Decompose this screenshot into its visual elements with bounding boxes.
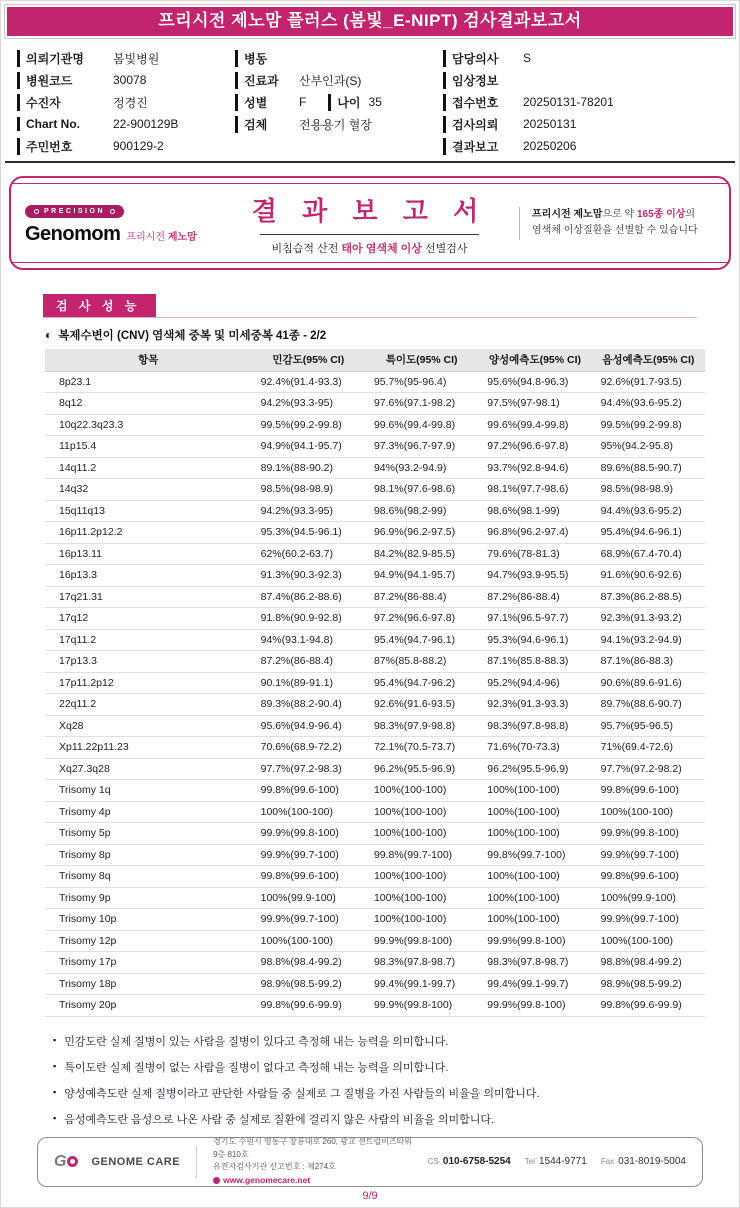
cell-value: 98.6%(98.1-99) (478, 500, 591, 522)
cell-value: 97.6%(97.1-98.2) (365, 393, 478, 415)
cell-value: 99.5%(99.2-99.8) (252, 414, 365, 436)
info-value: 20250206 (523, 139, 577, 153)
contact-cs: CS 010-6758-5254 (427, 1156, 511, 1167)
badge-ring-icon (110, 209, 115, 214)
table-row (45, 565, 705, 587)
cell-value: 98.1%(97.7-98.6) (478, 479, 591, 501)
info-label: 검사의뢰 (443, 116, 515, 133)
table-row (45, 500, 705, 522)
cell-region: 22q11.2 (45, 694, 252, 716)
cell-value: 94%(93.1-94.8) (252, 629, 365, 651)
cell-value: 100%(100-100) (365, 887, 478, 909)
footnote-text: 양성예측도란 실제 질병이라고 판단한 사람들 중 실제로 그 질병을 가진 사람들의 비율을 의미합니다. (64, 1087, 540, 1100)
performance-table-head-row (45, 349, 705, 371)
cell-value: 92.3%(91.3-93.2) (592, 608, 705, 630)
cell-value: 90.1%(89-91.1) (252, 672, 365, 694)
result-report-inner (11, 183, 729, 263)
table-row (45, 436, 705, 458)
info-label: 접수번호 (443, 94, 515, 111)
badge-label: PRECISION (44, 207, 106, 215)
section-performance-header (43, 294, 697, 318)
cell-value: 95.4%(94.6-96.1) (592, 522, 705, 544)
info-row (443, 135, 727, 157)
cell-value: 97.2%(96.6-97.8) (478, 436, 591, 458)
cell-value: 100%(100-100) (478, 801, 591, 823)
info-value: 30078 (113, 73, 147, 87)
cell-value: 99.8%(99.6-100) (592, 866, 705, 888)
cell-value: 98.5%(98-98.9) (252, 479, 365, 501)
table-row (45, 672, 705, 694)
cell-value: 100%(100-100) (478, 780, 591, 802)
cell-value: 98.3%(97.9-98.8) (365, 715, 478, 737)
cell-value: 97.7%(97.2-98.3) (252, 758, 365, 780)
bullet-icon: ▪ (53, 1086, 57, 1097)
globe-icon (213, 1177, 220, 1184)
column-header: 민감도(95% CI) (252, 349, 365, 371)
info-value: 20250131-78201 (523, 95, 614, 109)
info-row (17, 47, 235, 69)
table-row (45, 543, 705, 565)
info-value: 산부인과(S) (299, 73, 362, 88)
cell-value: 99.9%(99.8-100) (592, 823, 705, 845)
info-label: 주민번호 (17, 138, 105, 155)
cell-value: 99.8%(99.6-99.9) (592, 995, 705, 1017)
cell-value: 99.4%(99.1-99.7) (478, 973, 591, 995)
patient-info-col3 (443, 47, 727, 157)
cell-region: Trisomy 18p (45, 973, 252, 995)
cell-region: 17p11.2p12 (45, 672, 252, 694)
report-heading-block (220, 191, 519, 256)
footnote-text: 특이도란 실제 질병이 없는 사람을 질병이 없다고 측정해 내는 능력을 의미합니다. (64, 1061, 449, 1074)
company-address-block (213, 1136, 418, 1186)
table-row (45, 479, 705, 501)
genomecare-logo-icon: G (54, 1153, 78, 1171)
cell-value: 92.6%(91.6-93.5) (365, 694, 478, 716)
info-row (235, 91, 443, 113)
info-value: S (523, 51, 532, 65)
cell-value: 100%(100-100) (365, 909, 478, 931)
result-report-frame (9, 176, 731, 270)
table-row (45, 930, 705, 952)
info-row (17, 135, 235, 157)
cell-value: 95.3%(94.5-96.1) (252, 522, 365, 544)
patient-info-col2 (235, 47, 443, 157)
cell-value: 98.3%(97.8-98.7) (365, 952, 478, 974)
cell-value: 71%(69.4-72.6) (592, 737, 705, 759)
cell-region: 15q11q13 (45, 500, 252, 522)
cell-value: 99.6%(99.4-99.8) (478, 414, 591, 436)
footnotes-list (53, 1033, 735, 1127)
cell-value: 68.9%(67.4-70.4) (592, 543, 705, 565)
cell-region: Xq27.3q28 (45, 758, 252, 780)
cell-value: 71.6%(70-73.3) (478, 737, 591, 759)
cell-value: 99.9%(99.7-100) (252, 844, 365, 866)
footnote-text: 민감도란 실제 질병이 있는 사람을 질병이 있다고 측정해 내는 능력을 의미합니다. (64, 1035, 449, 1048)
info-row (443, 113, 727, 135)
table-row (45, 995, 705, 1017)
cell-region: Trisomy 17p (45, 952, 252, 974)
cell-value: 100%(100-100) (365, 780, 478, 802)
patient-info-col1 (17, 47, 235, 157)
table-row (45, 887, 705, 909)
cell-region: 11p15.4 (45, 436, 252, 458)
table-row (45, 414, 705, 436)
table-row (45, 586, 705, 608)
cell-value: 99.9%(99.8-100) (478, 930, 591, 952)
cell-value: 100%(100-100) (478, 909, 591, 931)
cell-value: 62%(60.2-63.7) (252, 543, 365, 565)
info-row (235, 69, 443, 91)
footnote-text: 음성예측도란 음성으로 나온 사람 중 실제로 질환에 걸리지 않은 사람의 비율을 의미합니다. (64, 1113, 495, 1126)
cell-value: 92.4%(91.4-93.3) (252, 371, 365, 393)
footnote-item (53, 1111, 735, 1127)
footer-divider (196, 1146, 197, 1178)
info-value: 20250131 (523, 117, 577, 131)
report-heading: 결 과 보 고 서 (251, 195, 488, 226)
cell-value: 99.9%(99.8-100) (365, 995, 478, 1017)
cell-value: 87.4%(86.2-88.6) (252, 586, 365, 608)
column-header: 특이도(95% CI) (365, 349, 478, 371)
column-header: 양성예측도(95% CI) (478, 349, 591, 371)
cell-value: 94.1%(93.2-94.9) (592, 629, 705, 651)
cell-value: 94.7%(93.9-95.5) (478, 565, 591, 587)
cell-value: 87.2%(86-88.4) (365, 586, 478, 608)
cell-value: 94%(93.2-94.9) (365, 457, 478, 479)
cell-value: 99.9%(99.7-100) (252, 909, 365, 931)
table-row (45, 973, 705, 995)
cell-value: 72.1%(70.5-73.7) (365, 737, 478, 759)
info-label: 검체 (235, 116, 291, 133)
cell-value: 94.4%(93.6-95.2) (592, 393, 705, 415)
cell-value: 94.9%(94.1-95.7) (252, 436, 365, 458)
cell-value: 100%(100-100) (252, 930, 365, 952)
cell-value: 95.2%(94.4-96) (478, 672, 591, 694)
info-value: 22-900129B (113, 117, 179, 131)
table-row (45, 844, 705, 866)
cell-value: 84.2%(82.9-85.5) (365, 543, 478, 565)
cell-region: 17p13.3 (45, 651, 252, 673)
cell-value: 95%(94.2-95.8) (592, 436, 705, 458)
contact-block (428, 1156, 686, 1167)
info-value: 전용용기 혈장 (299, 117, 372, 132)
cell-region: 10q22.3q23.3 (45, 414, 252, 436)
cell-value: 89.1%(88-90.2) (252, 457, 365, 479)
cell-value: 92.3%(91.3-93.3) (478, 694, 591, 716)
cell-value: 91.3%(90.3-92.3) (252, 565, 365, 587)
info-label: 나이 (328, 94, 360, 111)
genomom-logo-korean: 프리시전 제노맘 (126, 231, 197, 243)
cell-value: 100%(100-100) (478, 887, 591, 909)
table-row (45, 866, 705, 888)
cell-region: 16p13.11 (45, 543, 252, 565)
table-row (45, 715, 705, 737)
cell-value: 95.6%(94.9-96.4) (252, 715, 365, 737)
cell-value: 99.8%(99.6-100) (252, 780, 365, 802)
bullet-icon: ▪ (53, 1060, 57, 1071)
table-row (45, 801, 705, 823)
cell-region: 16p11.2p12.2 (45, 522, 252, 544)
precision-badge (25, 205, 124, 218)
cell-region: 14q11.2 (45, 457, 252, 479)
report-title-banner (5, 5, 735, 38)
cell-value: 100%(99.9-100) (592, 887, 705, 909)
cell-value: 96.2%(95.5-96.9) (478, 758, 591, 780)
performance-table (45, 349, 705, 1017)
info-value: 900129-2 (113, 139, 164, 153)
table-row (45, 629, 705, 651)
cell-region: 17q21.31 (45, 586, 252, 608)
cell-value: 99.8%(99.6-100) (252, 866, 365, 888)
table-row (45, 780, 705, 802)
cell-value: 100%(99.9-100) (252, 887, 365, 909)
info-row (17, 113, 235, 135)
cell-value: 94.2%(93.3-95) (252, 393, 365, 415)
column-header-item: 항목 (45, 349, 252, 371)
cell-region: Trisomy 1q (45, 780, 252, 802)
footer-box (37, 1137, 703, 1187)
info-row-empty (235, 135, 443, 157)
cell-region: Trisomy 5p (45, 823, 252, 845)
cell-region: Trisomy 10p (45, 909, 252, 931)
info-label: 진료과 (235, 72, 291, 89)
contact-fax: Fax 031-8019-5004 (600, 1156, 686, 1167)
cell-value: 97.3%(96.7-97.9) (365, 436, 478, 458)
cell-value: 97.7%(97.2-98.2) (592, 758, 705, 780)
cell-value: 89.6%(88.5-90.7) (592, 457, 705, 479)
report-title: 프리시전 제노맘 플러스 (봄빛_E-NIPT) 검사결과보고서 (158, 11, 582, 30)
cell-value: 100%(100-100) (365, 866, 478, 888)
cell-value: 98.5%(98-98.9) (592, 479, 705, 501)
cell-value: 98.1%(97.6-98.6) (365, 479, 478, 501)
performance-table-body (45, 371, 705, 1016)
section-performance-chip: 검 사 성 능 (43, 294, 156, 317)
cell-value: 99.8%(99.7-100) (365, 844, 478, 866)
cell-value: 99.8%(99.6-99.9) (252, 995, 365, 1017)
performance-table-head (45, 349, 705, 371)
info-row (443, 91, 727, 113)
cell-value: 92.6%(91.7-93.5) (592, 371, 705, 393)
table-row (45, 522, 705, 544)
cell-value: 99.6%(99.4-99.8) (365, 414, 478, 436)
info-label: 의뢰기관명 (17, 50, 105, 67)
info-label: 수진자 (17, 94, 105, 111)
info-value: 35 (368, 95, 382, 109)
cell-value: 94.4%(93.6-95.2) (592, 500, 705, 522)
cell-value: 99.4%(99.1-99.7) (365, 973, 478, 995)
cell-value: 100%(100-100) (252, 801, 365, 823)
address-line1: 경기도 수원시 영통구 창룡대로 260, 광교 센트럴비즈타워 9층 810호 (213, 1137, 412, 1159)
table-row (45, 608, 705, 630)
contact-tel: Tel 1544-9771 (524, 1156, 587, 1167)
info-row (235, 113, 443, 135)
cell-value: 87.1%(86-88.3) (592, 651, 705, 673)
cell-value: 95.7%(95-96.4) (365, 371, 478, 393)
cell-value: 100%(100-100) (478, 823, 591, 845)
cell-value: 98.9%(98.5-99.2) (252, 973, 365, 995)
genomom-logo-line (25, 223, 220, 246)
cell-region: 17q12 (45, 608, 252, 630)
cell-value: 100%(100-100) (478, 866, 591, 888)
cell-value: 94.9%(94.1-95.7) (365, 565, 478, 587)
bullet-icon: ▪ (53, 1034, 57, 1045)
footnote-item (53, 1033, 735, 1049)
cell-value: 95.4%(94.7-96.2) (365, 672, 478, 694)
info-label: 담당의사 (443, 50, 515, 67)
cell-value: 98.8%(98.4-99.2) (592, 952, 705, 974)
cell-value: 98.8%(98.4-99.2) (252, 952, 365, 974)
cell-value: 99.9%(99.8-100) (365, 930, 478, 952)
cell-value: 99.9%(99.7-100) (592, 844, 705, 866)
cell-value: 89.3%(88.2-90.4) (252, 694, 365, 716)
cell-value: 93.7%(92.8-94.6) (478, 457, 591, 479)
cell-value: 100%(100-100) (592, 930, 705, 952)
info-value: F (299, 95, 307, 109)
info-row (235, 47, 443, 69)
cell-value: 91.6%(90.6-92.6) (592, 565, 705, 587)
patient-info-section (5, 38, 735, 163)
badge-ring-icon (34, 209, 39, 214)
footnote-item (53, 1085, 735, 1101)
cell-value: 99.8%(99.7-100) (478, 844, 591, 866)
bullet-icon: ▪ (53, 1112, 57, 1123)
table-row (45, 737, 705, 759)
info-label: 병동 (235, 50, 291, 67)
cell-value: 99.9%(99.8-100) (478, 995, 591, 1017)
cell-region: 14q32 (45, 479, 252, 501)
info-row (443, 69, 727, 91)
info-row (443, 47, 727, 69)
cell-value: 98.6%(98.2-99) (365, 500, 478, 522)
cell-region: Xp11.22p11.23 (45, 737, 252, 759)
cell-value: 87.2%(86-88.4) (478, 586, 591, 608)
table-row (45, 371, 705, 393)
cell-value: 99.5%(99.2-99.8) (592, 414, 705, 436)
table-row (45, 952, 705, 974)
column-header: 음성예측도(95% CI) (592, 349, 705, 371)
cell-region: Trisomy 9p (45, 887, 252, 909)
cell-value: 97.5%(97-98.1) (478, 393, 591, 415)
cell-region: 17q11.2 (45, 629, 252, 651)
cell-value: 100%(100-100) (365, 823, 478, 845)
half-circle-icon: ◐ (45, 328, 53, 342)
info-label: Chart No. (17, 117, 105, 131)
cell-region: Trisomy 4p (45, 801, 252, 823)
cell-value: 96.9%(96.2-97.5) (365, 522, 478, 544)
cell-value: 87%(85.8-88.2) (365, 651, 478, 673)
cell-region: Trisomy 12p (45, 930, 252, 952)
cell-value: 100%(100-100) (592, 801, 705, 823)
website-link[interactable]: www.genomecare.net (213, 1174, 418, 1187)
heading-divider (260, 234, 479, 235)
info-row (17, 91, 235, 113)
table-row (45, 393, 705, 415)
report-subheading: 비침습적 산전 태아 염색체 이상 선별검사 (271, 242, 468, 255)
table-row (45, 823, 705, 845)
table-row (45, 694, 705, 716)
cell-value: 98.9%(98.5-99.2) (592, 973, 705, 995)
cell-value: 98.3%(97.8-98.8) (478, 715, 591, 737)
cell-value: 95.6%(94.8-96.3) (478, 371, 591, 393)
cell-region: Trisomy 8q (45, 866, 252, 888)
table-row (45, 457, 705, 479)
info-value: 봄빛병원 (113, 51, 160, 66)
table-row (45, 651, 705, 673)
cnv-subtitle: 복제수변이 (CNV) 염색체 중복 및 미세중복 41종 - 2/2 (58, 330, 327, 342)
info-value: 정경진 (113, 95, 148, 110)
cell-value: 95.3%(94.6-96.1) (478, 629, 591, 651)
cell-value: 95.4%(94.7-96.1) (365, 629, 478, 651)
cell-value: 87.3%(86.2-88.5) (592, 586, 705, 608)
table-row (45, 758, 705, 780)
genomom-logo-block (25, 201, 220, 246)
cell-value: 100%(100-100) (365, 801, 478, 823)
cell-value: 94.2%(93.3-95) (252, 500, 365, 522)
info-label: 병원코드 (17, 72, 105, 89)
cell-value: 96.2%(95.5-96.9) (365, 758, 478, 780)
info-row (17, 69, 235, 91)
info-label: 결과보고 (443, 138, 515, 155)
cell-value: 97.1%(96.5-97.7) (478, 608, 591, 630)
cell-value: 87.2%(86-88.4) (252, 651, 365, 673)
company-name: GENOME CARE (91, 1155, 181, 1168)
cell-value: 99.9%(99.7-100) (592, 909, 705, 931)
cell-value: 91.8%(90.9-92.8) (252, 608, 365, 630)
cell-value: 95.7%(95-96.5) (592, 715, 705, 737)
cell-region: Xq28 (45, 715, 252, 737)
cell-value: 99.8%(99.6-100) (592, 780, 705, 802)
table-row (45, 909, 705, 931)
cell-region: 8p23.1 (45, 371, 252, 393)
cell-value: 87.1%(85.8-88.3) (478, 651, 591, 673)
cell-region: Trisomy 20p (45, 995, 252, 1017)
cell-value: 98.3%(97.8-98.7) (478, 952, 591, 974)
cell-region: Trisomy 8p (45, 844, 252, 866)
info-label: 임상정보 (443, 72, 515, 89)
cell-value: 90.6%(89.6-91.6) (592, 672, 705, 694)
info-label: 성별 (235, 94, 291, 111)
address-line2: 유전자검사기관 신고번호 : 제274호 (213, 1162, 336, 1172)
cell-value: 97.2%(96.6-97.8) (365, 608, 478, 630)
genomom-logo-text: Genomom (25, 222, 121, 245)
footnote-item (53, 1059, 735, 1075)
page-number: 9/9 (362, 1189, 378, 1202)
cell-region: 8q12 (45, 393, 252, 415)
cell-value: 79.6%(78-81.3) (478, 543, 591, 565)
cell-value: 96.8%(96.2-97.4) (478, 522, 591, 544)
cell-region: 16p13.3 (45, 565, 252, 587)
cnv-subtitle-row (45, 327, 695, 343)
report-description: 프리시전 제노맘으로 약 165종 이상의 염색체 이상질환을 선별할 수 있습니다 (519, 207, 715, 240)
cell-value: 70.6%(68.9-72.2) (252, 737, 365, 759)
cell-value: 99.9%(99.8-100) (252, 823, 365, 845)
cell-value: 89.7%(88.6-90.7) (592, 694, 705, 716)
